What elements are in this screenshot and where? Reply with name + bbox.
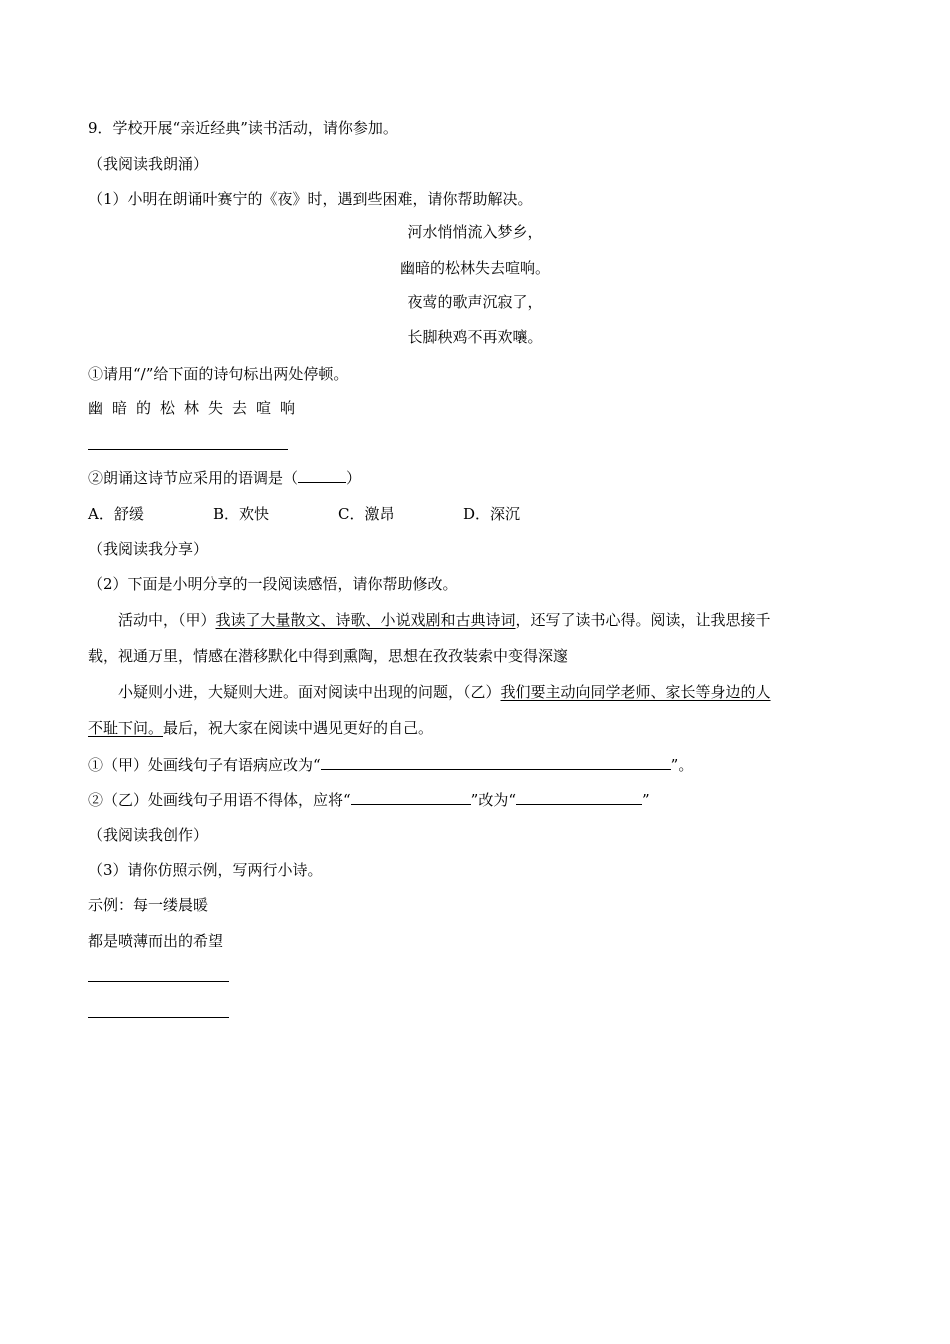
- sub-question-2: [88, 468, 361, 488]
- poem-line-1: 河水悄悄流入梦乡，: [407, 223, 543, 241]
- question-b-text: ②（乙）处画线句子用语不得体，应将“: [88, 791, 351, 809]
- passage-text: 小疑则小进，大疑则大进。面对阅读中出现的问题，（乙）: [118, 683, 501, 701]
- tone-answer-blank[interactable]: [298, 468, 346, 483]
- passage-line-2: 载，视通万里，情感在潜移默化中得到熏陶，思想在孜孜装索中变得深邃: [88, 647, 569, 665]
- question-title: 9．学校开展“亲近经典”读书活动，请你参加。: [88, 119, 398, 137]
- part3-prompt: （3）请你仿照示例，写两行小诗。: [88, 861, 323, 879]
- poem-line-3: 夜莺的歌声沉寂了，: [407, 293, 543, 311]
- underlined-sentence-yi-end: 不耻下问。: [88, 719, 164, 737]
- part1-prompt: （1）小明在朗诵叶赛宁的《夜》时，遇到些困难，请你帮助解决。: [88, 190, 533, 208]
- answer-blank-revision[interactable]: [321, 755, 671, 770]
- answer-blank-pause[interactable]: [88, 449, 288, 450]
- choice-a[interactable]: A．舒缓: [88, 505, 144, 523]
- question-b-close: ”: [642, 791, 650, 809]
- answer-blank-original[interactable]: [351, 790, 471, 805]
- passage-line-1: [118, 610, 771, 630]
- sub2-close: ）: [346, 469, 362, 487]
- poem-line-4: 长脚秧鸡不再欢嚷。: [407, 328, 543, 346]
- answer-blank-replacement[interactable]: [516, 790, 642, 805]
- section-heading-share: （我阅读我分享）: [88, 540, 209, 558]
- passage-line-4: [88, 718, 433, 738]
- question-b: [88, 790, 650, 810]
- section-heading-recite: （我阅读我朗涌）: [88, 155, 209, 173]
- question-b-text: ”改为“: [470, 791, 517, 809]
- choice-c[interactable]: C．激昂: [338, 505, 395, 523]
- sub2-text: ②朗诵这诗节应采用的语调是（: [88, 469, 299, 487]
- choice-d[interactable]: D．深沉: [463, 505, 521, 523]
- underlined-sentence-yi: 我们要主动向同学老师、家长等身边的人: [500, 683, 771, 701]
- passage-line-3: [118, 682, 771, 702]
- poem-line-2: 幽暗的松林失去喧响。: [399, 259, 550, 277]
- question-a-close: ”。: [670, 756, 694, 774]
- sub-question-1: ①请用“/”给下面的诗句标出两处停顿。: [88, 365, 349, 383]
- example-line-1: 示例：每一缕晨暖: [88, 896, 209, 914]
- passage-text: ，还写了读书心得。阅读，让我思接千: [515, 611, 771, 629]
- pause-mark-line: 幽暗的松林失去喧响: [88, 399, 305, 417]
- section-heading-create: （我阅读我创作）: [88, 826, 209, 844]
- choice-row: [88, 504, 520, 524]
- example-line-2: 都是喷薄而出的希望: [88, 932, 224, 950]
- underlined-sentence-jia: 我读了大量散文、诗歌、小说戏剧和古典诗词: [215, 611, 516, 629]
- choice-b[interactable]: B．欢快: [213, 505, 270, 523]
- answer-blank-poem-line-2[interactable]: [88, 1017, 229, 1018]
- answer-blank-poem-line-1[interactable]: [88, 981, 229, 982]
- passage-text: 活动中，（甲）: [118, 611, 216, 629]
- passage-text: 最后，祝大家在阅读中遇见更好的自己。: [163, 719, 434, 737]
- question-a: [88, 755, 693, 775]
- question-a-text: ①（甲）处画线句子有语病应改为“: [88, 756, 321, 774]
- part2-prompt: （2）下面是小明分享的一段阅读感悟，请你帮助修改。: [88, 575, 458, 593]
